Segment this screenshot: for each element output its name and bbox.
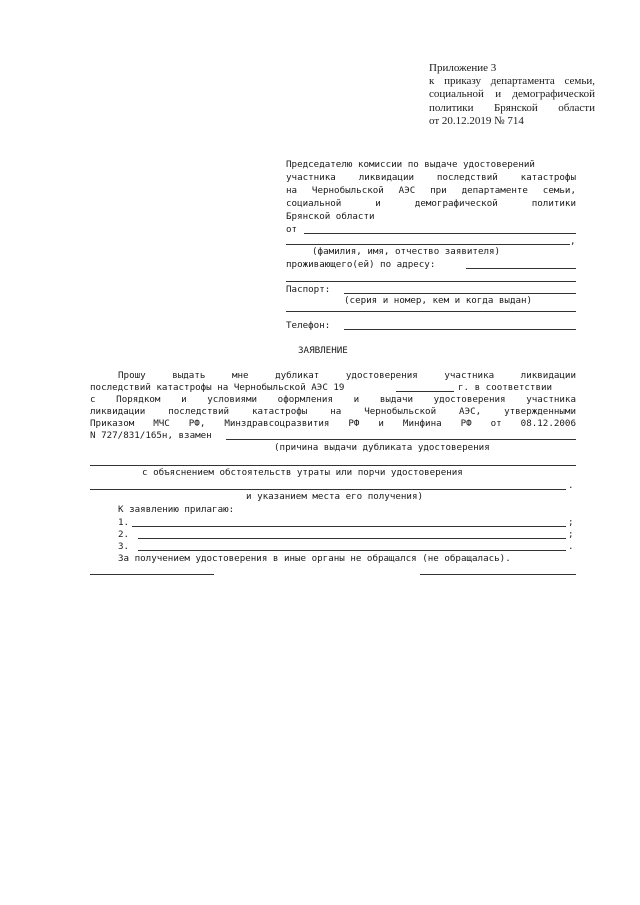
passport-label: Паспорт: [286,284,331,295]
phone-label: Телефон: [286,320,331,331]
attachment-end-2: ; [568,529,574,540]
body-line-6: N 727/831/165н, взамен [90,430,212,441]
document-title: ЗАЯВЛЕНИЕ [298,345,348,356]
fio-hint: (фамилия, имя, отчество заявителя) [312,246,501,257]
fio-field-line[interactable] [286,244,570,245]
reason-field-line[interactable] [226,439,576,440]
appendix-date-line: от 20.12.2019 № 714 [429,114,524,127]
attachment-num-3: 3. [118,541,130,552]
address-field-line-2[interactable] [286,281,576,282]
address-label: проживающего(ей) по адресу: [286,259,436,270]
date-field-line[interactable] [90,574,214,575]
body-line-2-end: г. в соответствии [458,382,553,393]
body-line-3: с Порядком и условиями оформления и выдачи удостоверения участника [90,394,576,405]
explain-hint: с объяснением обстоятельств утраты или порчи удостоверения [142,467,463,478]
body-line-1: Прошу выдать мне дубликат удостоверения участника ликвидации [118,370,576,381]
addressee-line-1: Председателю комиссии по выдаче удостоверений [286,159,535,170]
explain-dot: . [568,480,574,491]
passport-field-line[interactable] [344,293,576,294]
appendix-block [429,62,595,128]
year-field-line[interactable] [396,391,454,392]
phone-field-line[interactable] [344,329,576,330]
fio-comma: , [570,236,576,247]
body-line-2: последствий катастрофы на Чернобыльской АЭС 19 [90,382,345,393]
passport-hint: (серия и номер, кем и когда выдан) [344,295,533,306]
appendix-region-line: политики Брянской области [429,101,595,114]
addressee-line-5: Брянской области [286,211,375,222]
attachment-end-3: . [568,541,574,552]
addressee-line-3: на Чернобыльской АЭС при департаменте семьи, [286,185,576,196]
reason-hint: (причина выдачи дубликата удостоверения [274,442,490,453]
addressee-line-4: социальной и демографической политики [286,198,576,209]
from-field-line[interactable] [304,233,576,234]
attachment-field-2[interactable] [138,538,566,539]
body-line-5: Приказом МЧС РФ, Минздравсоцразвития РФ и Минфина РФ от 08.12.2006 [90,418,576,429]
addressee-line-2: участника ликвидации последствий катастрофы [286,172,576,183]
place-hint: и указанием места его получения) [246,491,424,502]
from-label: от [286,224,298,235]
passport-field-line-2[interactable] [286,311,576,312]
address-field-line[interactable] [466,268,576,269]
closing-statement: За получением удостоверения в иные органы не обращался (не обращалась). [118,553,511,564]
appendix-order-line: к приказу департамента семьи, [429,75,595,88]
attachments-label: К заявлению прилагаю: [118,504,235,515]
reason-field-line-2[interactable] [90,465,576,466]
attachment-field-1[interactable] [132,526,566,527]
signature-field-line[interactable] [420,574,576,575]
attachment-num-2: 2. [118,529,130,540]
attachment-field-3[interactable] [138,550,566,551]
attachment-num-1: 1. [118,517,130,528]
explain-field-line[interactable] [90,489,566,490]
body-line-4: ликвидации последствий катастрофы на Чернобыльской АЭС, утвержденными [90,406,576,417]
appendix-dept-line: социальной и демографической [429,88,595,101]
appendix-title: Приложение 3 [429,62,497,74]
attachment-end-1: ; [568,517,574,528]
